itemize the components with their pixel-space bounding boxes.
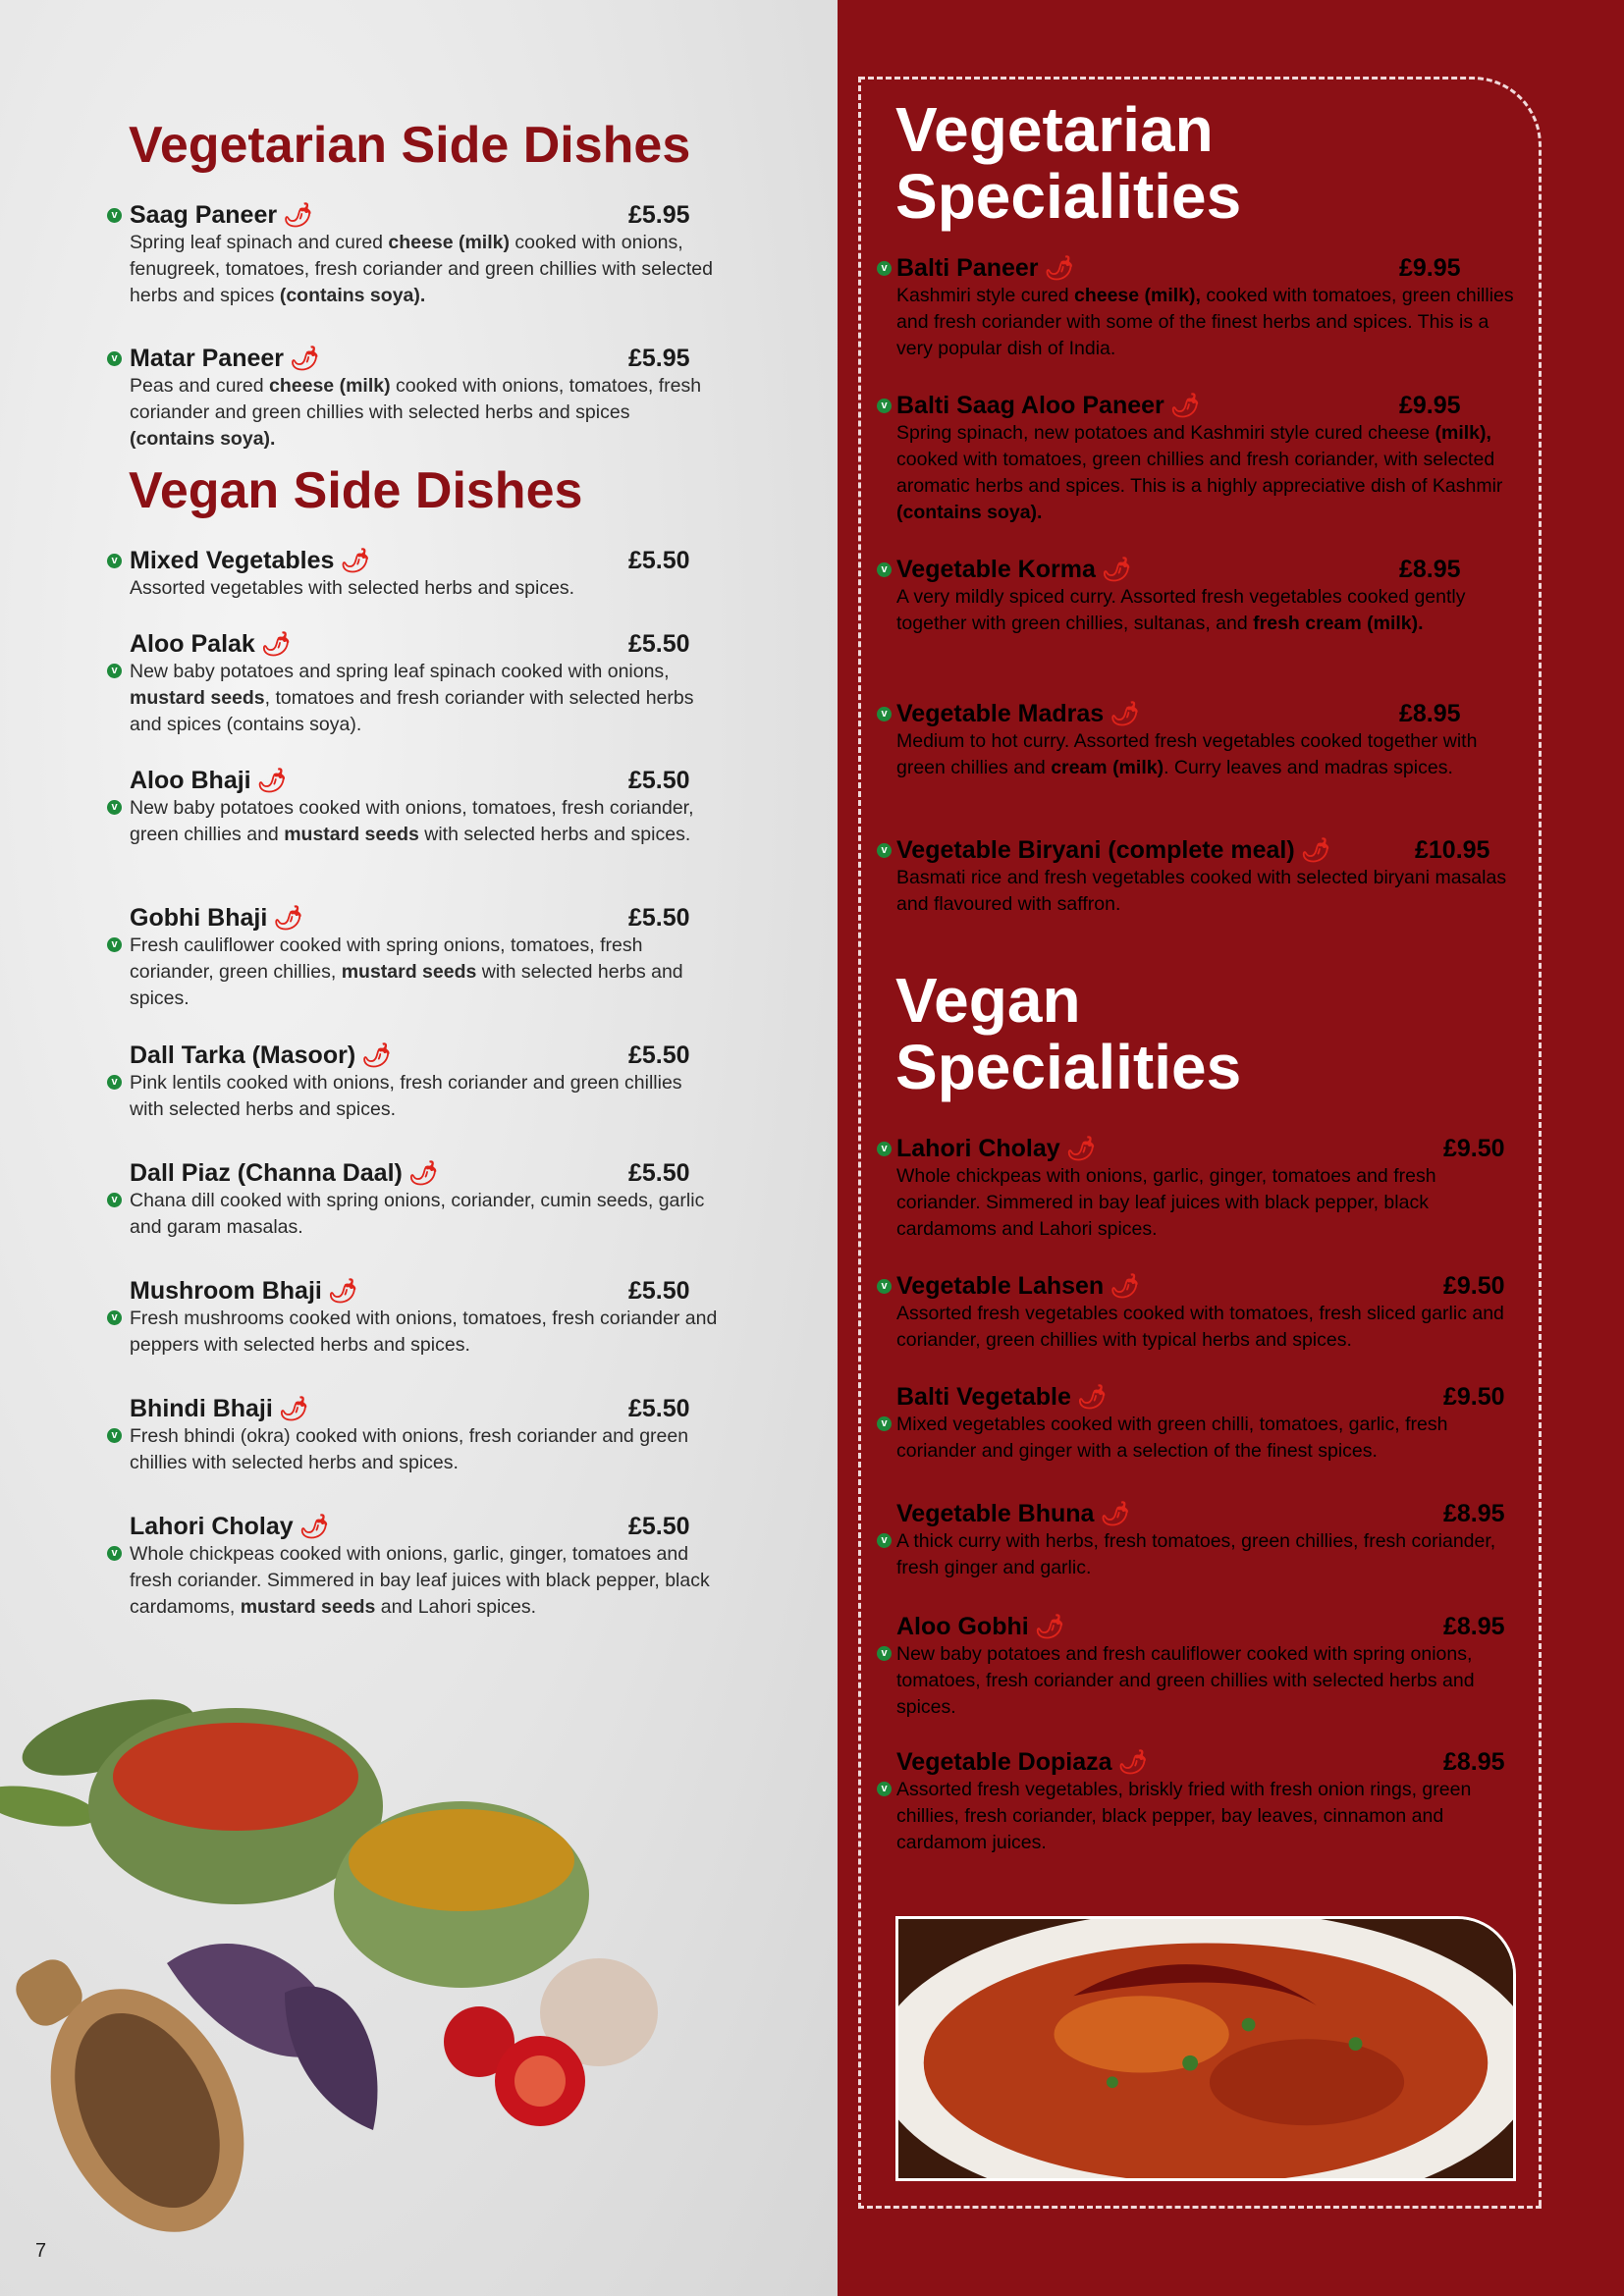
chili-icon: 🌶 xyxy=(361,1042,389,1069)
dish-name-text: Aloo Palak xyxy=(130,630,255,658)
chili-icon: 🌶 xyxy=(340,548,367,574)
desc-emphasis: cheese (milk), xyxy=(1073,285,1201,306)
dish-description: Chana dill cooked with spring onions, coriander, cumin seeds, garlic and garam masalas. xyxy=(130,1190,705,1238)
chili-icon: 🌶 xyxy=(1065,1136,1094,1162)
vegetarian-badge-icon: v xyxy=(877,1142,892,1156)
dish-description: Whole chickpeas cooked with onions, garlic, ginger, tomatoes and fresh coriander. Simmered in bay leaf juices with black pepper, black cardamoms, mustard seeds and Lahori spices. xyxy=(130,1543,710,1618)
chili-icon: 🌶 xyxy=(407,1160,436,1187)
dish-name-text: Balti Vegetable xyxy=(896,1383,1071,1411)
dish-name xyxy=(896,391,1197,421)
desc-emphasis: cheese (milk) xyxy=(269,375,391,397)
vegetarian-badge-icon: v xyxy=(107,1428,122,1443)
dish-price: £8.95 xyxy=(1399,556,1461,583)
desc-emphasis: (contains soya). xyxy=(130,428,276,450)
dish-name-text: Mixed Vegetables xyxy=(130,547,335,574)
vegetarian-badge-icon: v xyxy=(877,399,892,413)
dish-name-text: Lahori Cholay xyxy=(130,1513,294,1540)
chili-icon: 🌶 xyxy=(1110,1273,1137,1300)
chili-icon: 🌶 xyxy=(1101,557,1129,583)
dish-name-text: Balti Saag Aloo Paneer xyxy=(896,392,1164,419)
dish-price: £5.50 xyxy=(628,1159,690,1187)
section-title-vegetarian-specialities: Vegetarian Specialities xyxy=(895,94,1242,232)
dish-price: £9.95 xyxy=(1399,254,1461,282)
chili-icon: 🌶 xyxy=(290,346,317,372)
dish-price: £5.50 xyxy=(628,1395,690,1422)
dish-price: £9.95 xyxy=(1399,392,1461,419)
vegetarian-badge-icon: v xyxy=(107,800,122,815)
dish-name-text: Mushroom Bhaji xyxy=(130,1277,322,1305)
dish-name-text: Gobhi Bhaji xyxy=(130,904,268,932)
dish-name xyxy=(130,1394,305,1424)
vegetarian-badge-icon: v xyxy=(107,351,122,366)
dish-price: £5.50 xyxy=(628,1277,690,1305)
dish-price: £8.95 xyxy=(1399,700,1461,727)
desc-emphasis: mustard seeds xyxy=(130,687,265,709)
chili-icon: 🌶 xyxy=(1117,1749,1145,1776)
vegetarian-badge-icon: v xyxy=(877,1416,892,1431)
vegetarian-badge-icon: v xyxy=(107,664,122,678)
dish-name xyxy=(130,1041,389,1071)
dish-price: £10.95 xyxy=(1415,836,1490,864)
vegetarian-badge-icon: v xyxy=(877,261,892,276)
chili-icon: 🌶 xyxy=(1076,1384,1105,1411)
dish-name xyxy=(896,1499,1127,1529)
vegetarian-badge-icon: v xyxy=(877,1533,892,1548)
dish-price: £8.95 xyxy=(1443,1613,1505,1640)
dish-price: £5.50 xyxy=(628,767,690,794)
chili-icon: 🌶 xyxy=(298,1514,327,1540)
dish-name-text: Vegetable Bhuna xyxy=(896,1500,1095,1527)
section-title-vegan-side-dishes: Vegan Side Dishes xyxy=(129,462,583,519)
chili-icon: 🌶 xyxy=(327,1278,355,1305)
vegetarian-badge-icon: v xyxy=(107,1310,122,1325)
vegetarian-badge-icon: v xyxy=(107,937,122,952)
chili-icon: 🌶 xyxy=(1034,1614,1062,1640)
dish-name xyxy=(896,1382,1104,1413)
dish-name-text: Vegetable Dopiaza xyxy=(896,1748,1112,1776)
dish-name-text: Vegetable Madras xyxy=(896,700,1105,727)
dish-name-text: Lahori Cholay xyxy=(896,1135,1060,1162)
dish-name xyxy=(130,629,288,660)
dish-name xyxy=(130,903,300,934)
dish-name xyxy=(130,766,284,796)
desc-emphasis: mustard seeds xyxy=(284,824,419,845)
page-number: 7 xyxy=(35,2240,47,2262)
desc-emphasis: cheese (milk) xyxy=(388,232,510,253)
dish-name xyxy=(130,200,310,231)
chili-icon: 🌶 xyxy=(1169,393,1198,419)
vegetarian-badge-icon: v xyxy=(107,1546,122,1561)
dish-name-text: Aloo Gobhi xyxy=(896,1613,1029,1640)
vegetarian-badge-icon: v xyxy=(107,1075,122,1090)
dish-name xyxy=(130,344,317,374)
dish-name-text: Vegetable Biryani (complete meal) xyxy=(896,836,1295,864)
chili-icon: 🌶 xyxy=(283,202,310,229)
desc-emphasis: (milk), xyxy=(1435,422,1491,444)
chili-icon: 🌶 xyxy=(1300,837,1328,864)
dish-name xyxy=(896,1612,1061,1642)
spices-illustration xyxy=(0,1669,727,2258)
dish-name-text: Matar Paneer xyxy=(130,345,285,372)
desc-emphasis: mustard seeds xyxy=(341,961,477,983)
dish-description: Fresh cauliflower cooked with spring onions, tomatoes, fresh coriander, green chillies, mustard seeds with selected herbs and spices. xyxy=(130,934,683,1009)
dish-name xyxy=(130,1512,326,1542)
dish-description: A very mildly spiced curry. Assorted fresh vegetables cooked gently together with green chillies, sultanas, and fresh cream (milk). xyxy=(896,586,1466,634)
vegetarian-badge-icon: v xyxy=(877,707,892,721)
dish-name-text: Vegetable Korma xyxy=(896,556,1096,583)
dish-name-text: Balti Paneer xyxy=(896,254,1039,282)
dish-name xyxy=(896,835,1327,866)
curry-dish-photo xyxy=(895,1916,1516,2181)
vegetarian-badge-icon: v xyxy=(107,554,122,568)
desc-emphasis: (contains soya). xyxy=(279,285,426,306)
dish-name-text: Vegetable Lahsen xyxy=(896,1272,1105,1300)
vegetarian-badge-icon: v xyxy=(877,843,892,858)
desc-emphasis: fresh cream (milk). xyxy=(1253,613,1424,634)
dish-description: Assorted fresh vegetables cooked with tomatoes, fresh sliced garlic and coriander, green chillies with typical herbs and spices. xyxy=(896,1303,1504,1351)
dish-description: A thick curry with herbs, fresh tomatoes, green chillies, fresh coriander, fresh ginger and garlic. xyxy=(896,1530,1496,1578)
dish-name xyxy=(896,253,1071,284)
dish-description: Fresh mushrooms cooked with onions, tomatoes, fresh coriander and peppers with selected herbs and spices. xyxy=(130,1308,718,1356)
vegetarian-badge-icon: v xyxy=(877,562,892,577)
desc-emphasis: mustard seeds xyxy=(240,1596,376,1618)
chili-icon: 🌶 xyxy=(273,905,300,932)
dish-price: £5.50 xyxy=(628,904,690,932)
chili-icon: 🌶 xyxy=(1110,701,1137,727)
dish-description: Assorted fresh vegetables, briskly fried with fresh onion rings, green chillies, fresh coriander, black pepper, bay leaves, cinnamon and cardamom juices. xyxy=(896,1779,1472,1853)
chili-icon: 🌶 xyxy=(256,768,285,794)
dish-description: Kashmiri style cured cheese (milk), cooked with tomatoes, green chillies and fresh coriander with some of the finest herbs and spices. This is a very popular dish of India. xyxy=(896,285,1514,359)
dish-price: £9.50 xyxy=(1443,1272,1505,1300)
dish-description: Whole chickpeas with onions, garlic, ginger, tomatoes and fresh coriander. Simmered in bay leaf juices with black pepper, black cardamoms and Lahori spices. xyxy=(896,1165,1436,1240)
dish-price: £5.50 xyxy=(628,547,690,574)
dish-description: New baby potatoes and spring leaf spinach cooked with onions, mustard seeds, tomatoes and fresh coriander with selected herbs and spices (contains soya). xyxy=(130,661,694,735)
dish-name-text: Dall Piaz (Channa Daal) xyxy=(130,1159,403,1187)
dish-name-text: Dall Tarka (Masoor) xyxy=(130,1041,356,1069)
vegetarian-badge-icon: v xyxy=(107,1193,122,1207)
dish-name xyxy=(896,699,1137,729)
dish-price: £5.50 xyxy=(628,630,690,658)
dish-description: Pink lentils cooked with onions, fresh coriander and green chillies with selected herbs and spices. xyxy=(130,1072,682,1120)
dish-price: £9.50 xyxy=(1443,1383,1505,1411)
dish-price: £8.95 xyxy=(1443,1748,1505,1776)
dish-name xyxy=(896,1134,1093,1164)
dish-description: New baby potatoes cooked with onions, tomatoes, fresh coriander, green chillies and mustard seeds with selected herbs and spices. xyxy=(130,797,694,845)
vegetarian-badge-icon: v xyxy=(107,208,122,223)
chili-icon: 🌶 xyxy=(1100,1501,1127,1527)
dish-name-text: Aloo Bhaji xyxy=(130,767,251,794)
chili-icon: 🌶 xyxy=(278,1396,306,1422)
dish-description: Fresh bhindi (okra) cooked with onions, fresh coriander and green chillies with selected herbs and spices. xyxy=(130,1425,689,1473)
dish-description: Peas and cured cheese (milk) cooked with onions, tomatoes, fresh coriander and green chillies with selected herbs and spices (contains soya). xyxy=(130,375,702,450)
dish-name xyxy=(130,546,367,576)
dish-name-text: Saag Paneer xyxy=(130,201,278,229)
dish-price: £8.95 xyxy=(1443,1500,1505,1527)
dish-price: £5.95 xyxy=(628,345,690,372)
dish-price: £5.50 xyxy=(628,1513,690,1540)
vegetarian-badge-icon: v xyxy=(877,1279,892,1294)
dish-name-text: Bhindi Bhaji xyxy=(130,1395,273,1422)
dish-description: New baby potatoes and fresh cauliflower cooked with spring onions, tomatoes, fresh coriander and green chillies with selected herbs and spices. xyxy=(896,1643,1475,1718)
dish-name xyxy=(896,1747,1145,1778)
section-title-vegan-specialities: Vegan Specialities xyxy=(895,965,1242,1102)
dish-description: Spring leaf spinach and cured cheese (milk) cooked with onions, fenugreek, tomatoes, fresh coriander and green chillies with selected herbs and spices (contains soya). xyxy=(130,232,713,306)
dish-description: Mixed vegetables cooked with green chilli, tomatoes, garlic, fresh coriander and ginger with a selection of the finest spices. xyxy=(896,1414,1448,1462)
vegetarian-badge-icon: v xyxy=(877,1782,892,1796)
dish-price: £9.50 xyxy=(1443,1135,1505,1162)
dish-description: Assorted vegetables with selected herbs and spices. xyxy=(130,577,575,599)
desc-emphasis: (contains soya). xyxy=(896,502,1043,523)
desc-emphasis: cream (milk) xyxy=(1051,757,1164,778)
dish-name xyxy=(130,1276,354,1307)
vegetarian-badge-icon: v xyxy=(877,1646,892,1661)
dish-name xyxy=(896,1271,1137,1302)
dish-name xyxy=(896,555,1128,585)
dish-description: Basmati rice and fresh vegetables cooked with selected biryani masalas and flavoured with saffron. xyxy=(896,867,1507,915)
chili-icon: 🌶 xyxy=(1044,255,1071,282)
dish-description: Medium to hot curry. Assorted fresh vegetables cooked together with green chillies and cream (milk). Curry leaves and madras spices. xyxy=(896,730,1478,778)
dish-name xyxy=(130,1158,435,1189)
dish-description: Spring spinach, new potatoes and Kashmiri style cured cheese (milk), cooked with tomatoes, green chillies and fresh coriander, with selected aromatic herbs and spices. This is a highly appreciative dish of Kashmir (contains soya). xyxy=(896,422,1503,523)
chili-icon: 🌶 xyxy=(260,631,289,658)
dish-price: £5.50 xyxy=(628,1041,690,1069)
dish-price: £5.95 xyxy=(628,201,690,229)
section-title-vegetarian-side-dishes: Vegetarian Side Dishes xyxy=(129,117,691,174)
